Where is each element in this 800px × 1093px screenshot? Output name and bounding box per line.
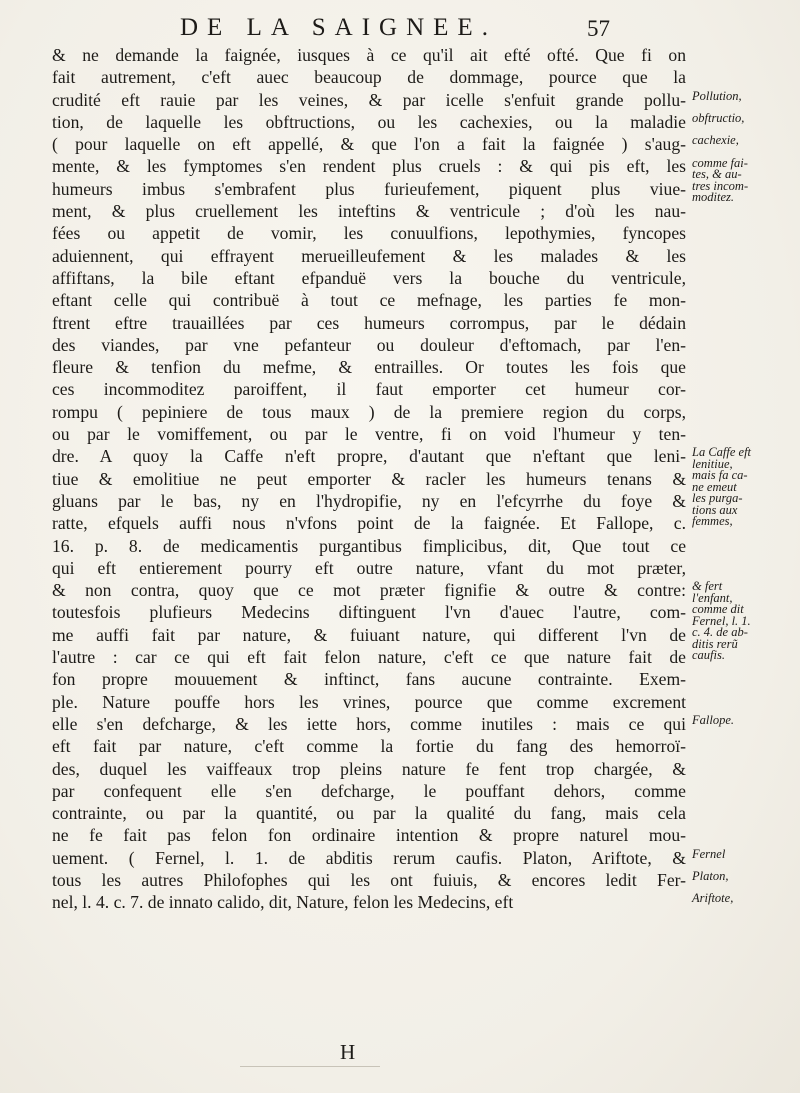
text-line: affiftans, la bile eftant efpanduë vers la bouche du ventricule, xyxy=(52,267,686,288)
signature-mark: H xyxy=(340,1040,356,1064)
text-line: dre. A quoy la Caffe n'eft propre, d'autant que n'eftant que leni- xyxy=(52,446,686,467)
text-line: par confequent elle s'en defcharge, le pouffant dehors, comme xyxy=(52,780,686,801)
text-line: l'autre : car ce qui eft fait felon nature, c'eft ce que nature fait de xyxy=(52,647,686,668)
text-line: ftrent eftre trauaillées par ces humeurs corrompus, par le dédain xyxy=(52,312,686,333)
text-line: uement. ( Fernel, l. 1. de abditis rerum caufis. Platon, Ariftote, & xyxy=(52,847,686,868)
text-line: elle s'en defcharge, & les iette hors, comme inutiles : mais ce qui xyxy=(52,713,686,734)
text-line: gluans par le bas, ny en l'hydropifie, ny en l'efcyrrhe du foye & xyxy=(52,490,686,511)
text-line: & ne demande la faignée, iusques à ce qu'il ait efté ofté. Que fi on xyxy=(52,45,686,65)
text-line: 16. p. 8. de medicamentis purgantibus fimplicibus, dit, Que tout ce xyxy=(52,535,686,556)
text-line: des, duquel les vaiffeaux trop pleins nature fe fent trop chargée, & xyxy=(52,758,686,779)
margin-note: La Caffe eft lenitiue, mais fa ca- ne emeut les purga- tions aux femmes, xyxy=(692,445,752,529)
text-line: tion, de laquelle les obftructions, ou les cachexies, ou la maladie xyxy=(52,111,686,132)
text-line: fleure & tenfion du mefme, & entrailles. Or toutes les fois que xyxy=(52,357,686,378)
page-number: 57 xyxy=(587,16,610,41)
margin-note: Fernel xyxy=(692,846,726,861)
text-line: eftant celle qui contribuë à tout ce mefnage, les parties fe mon- xyxy=(52,290,686,311)
text-line: & non contra, quoy que ce mot præter fignifie & outre & contre: xyxy=(52,580,686,601)
text-line: rompu ( pepiniere de tous maux ) de la premiere region du corps, xyxy=(52,401,686,422)
text-line: ou par le vomiffement, ou par le ventre, fi on void l'humeur y ten- xyxy=(52,424,686,445)
text-line: fait autrement, c'eft auec beaucoup de dommage, pource que la xyxy=(52,67,686,88)
text-line: fon propre mouuement & inftinct, fans aucune contrainte. Exem- xyxy=(52,669,686,690)
text-line: contrainte, ou par la quantité, ou par la qualité du fang, mais cela xyxy=(52,803,686,824)
page-header xyxy=(150,14,610,44)
text-line: fées ou appetit de vomir, les conuulfions, lepothymies, fyncopes xyxy=(52,223,686,244)
text-line: nel, l. 4. c. 7. de innato calido, dit, Nature, felon les Medecins, eft xyxy=(52,892,514,913)
margin-note: & fert l'enfant, comme dit Fernel, l. 1. c. 4. de ab- ditis rerũ caufis. xyxy=(692,579,751,663)
text-line: des viandes, par vne pefanteur ou douleur d'eftomach, par l'en- xyxy=(52,334,686,355)
margin-note: Pollution, xyxy=(692,88,742,103)
text-line: me auffi fait par nature, & fuiuant nature, qui different l'vn de xyxy=(52,624,686,645)
text-line: toutesfois plufieurs Medecins diftinguent l'vn d'auec l'autre, com- xyxy=(52,602,686,623)
text-line: qui eft entierement pourry eft outre nature, vfant du mot præter, xyxy=(52,557,686,578)
margin-note: cachexie, xyxy=(692,133,739,148)
margin-note: obftructio, xyxy=(692,110,745,125)
margin-note: Ariftote, xyxy=(692,891,734,906)
text-line: eft fait par nature, c'eft comme la fortie du fang des hemorroï- xyxy=(52,736,686,757)
margin-note: Fallope. xyxy=(692,713,735,727)
text-line: aduiennent, qui effrayent merueilleufement & les malades & les xyxy=(52,245,686,266)
text-line: mente, & les fymptomes s'en rendent plus cruels : & qui pis eft, les xyxy=(52,156,686,177)
footer-rule xyxy=(240,1066,380,1067)
running-title: DE LA SAIGNEE. xyxy=(180,14,497,41)
margin-note: comme fai- tes, & au- tres incom- moditez. xyxy=(692,155,749,204)
main-text-block xyxy=(52,44,686,914)
text-line: ment, & plus cruellement les inteftins & ventricule ; d'où les nau- xyxy=(52,201,686,222)
text-line: ple. Nature pouffe hors les vrines, pource que comme excrement xyxy=(52,691,686,712)
text-line: ces incommoditez paroiffent, il faut emporter cet humeur cor- xyxy=(52,379,686,400)
text-line: ( pour laquelle on eft appellé, & que l'on a fait la faignée ) s'aug- xyxy=(52,134,686,155)
text-line: crudité eft rauie par les veines, & par icelle s'enfuit grande pollu- xyxy=(52,89,686,110)
text-line: ratte, efquels auffi nous n'vfons point de la faignée. Et Fallope, c. xyxy=(52,513,686,534)
text-line: humeurs imbus s'embrafent plus furieufement, piquent plus viue- xyxy=(52,178,686,199)
text-line: tous les autres Philofophes qui les ont fuiuis, & encores ledit Fer- xyxy=(52,869,686,890)
text-line: tiue & emolitiue ne peut emporter & racler les humeurs tenans & xyxy=(52,468,686,489)
margin-note: Platon, xyxy=(692,869,729,884)
text-line: ne fe fait pas felon fon ordinaire intention & propre naturel mou- xyxy=(52,825,686,846)
